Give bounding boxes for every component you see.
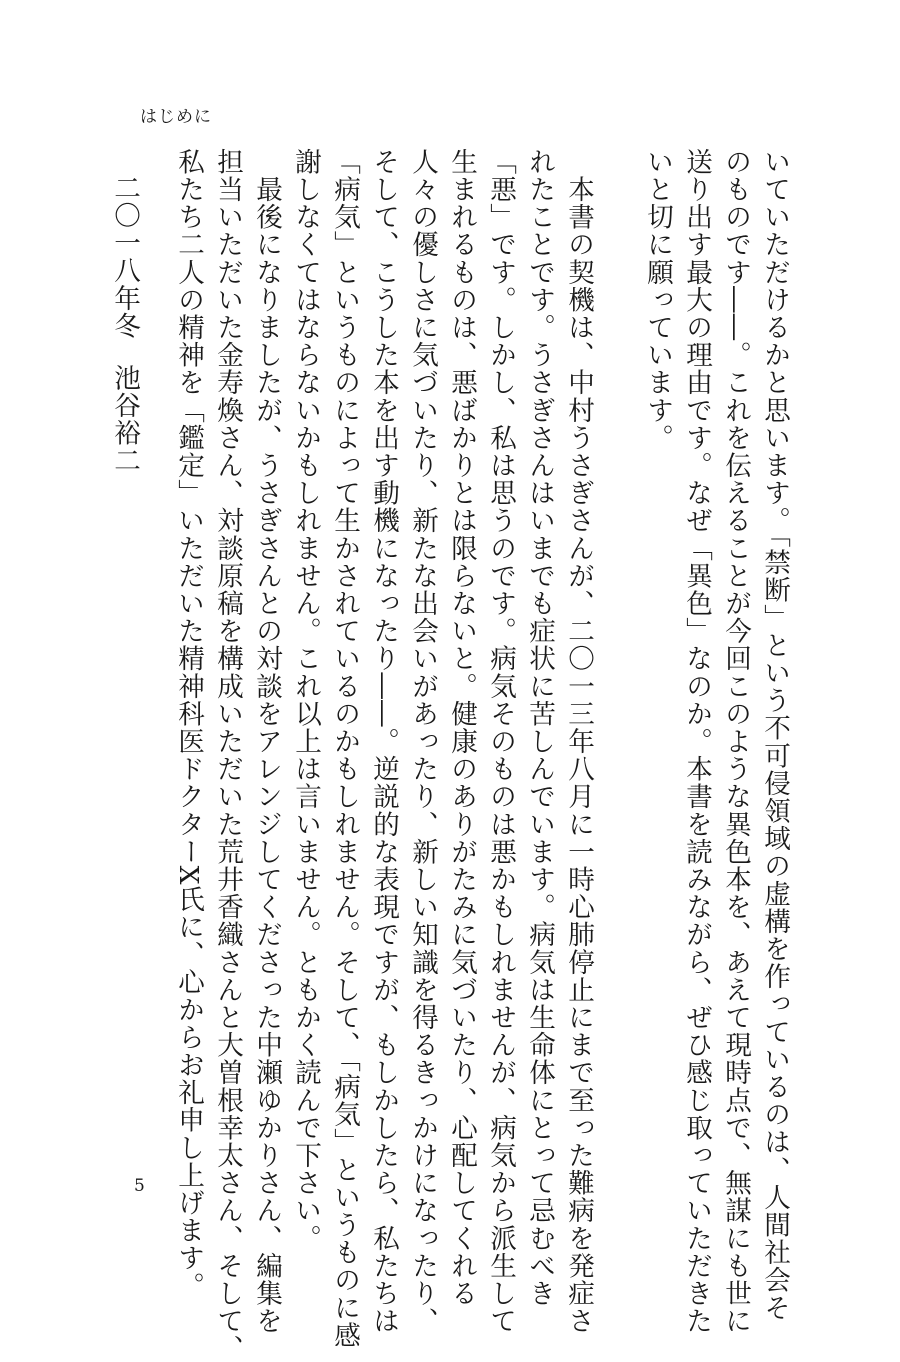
text-line: 謝しなくてはならないかもしれません。これ以上は言いません。ともかく読んで下さい。 [290,148,321,1252]
text-line: 送り出す最大の理由です。なぜ「異色」なのか。本書を読みながら、ぜひ感じ取っていただきた [681,148,712,1335]
text-line: 生まれるものは、悪ばかりとは限らないと。健康のありがたみに気づいたり、心配してくれる [446,148,477,1308]
text-line: 「病気」というものによって生かされているのかもしれません。そして、「病気」というものに感 [329,148,360,1350]
text-line: 担当いただいた金寿煥さん、対談原稿を構成いただいた荒井香織さんと大曽根幸太さん、そして、 [212,148,243,1362]
text-line: 最後になりましたが、うさぎさんとの対談をアレンジしてくださった中瀬ゆかりさん、編集を [251,148,282,1335]
text-line: 「悪」です。しかし、私は思うのです。病気そのものは悪かもしれませんが、病気から派生して [485,148,516,1335]
signature [105,148,144,1158]
page-number: 5 [134,1176,145,1196]
running-head: はじめに [140,107,212,127]
text-line: いていただけるかと思います。「禁断」という不可侵領域の虚構を作っているのは、人間社会そ [759,148,790,1322]
paragraph-gap [598,148,638,1158]
signature-gap [144,148,169,1158]
text-line: 私たち二人の精神を「鑑定」いただいた精神科医ドクターX氏に、心からお礼申し上げます。 [173,148,204,1300]
signature-date: 二〇一八年冬 [109,174,140,340]
text-line: 本書の契機は、中村うさぎさんが、二〇一三年八月に一時心肺停止にまで至った難病を発症さ [563,148,594,1335]
text-line: 人々の優しさに気づいたり、新たな出会いがあったり、新しい知識を得るきっかけになったり、 [407,148,438,1335]
text-line: いと切に願っています。 [642,148,673,452]
text-line: そして、こうした本を出す動機になったり――。逆説的な表現ですが、もしかしたら、私たちは [368,148,399,1335]
text-line: のものです――。これを伝えることが今回このような異色本を、あえて現時点で、無謀にも世に [720,148,751,1335]
signature-author: 池谷裕二 [109,363,140,475]
body-text [105,148,794,1362]
text-line: れたことです。うさぎさんはいまでも症状に苦しんでいます。病気は生命体にとって忌むべき [524,148,555,1308]
